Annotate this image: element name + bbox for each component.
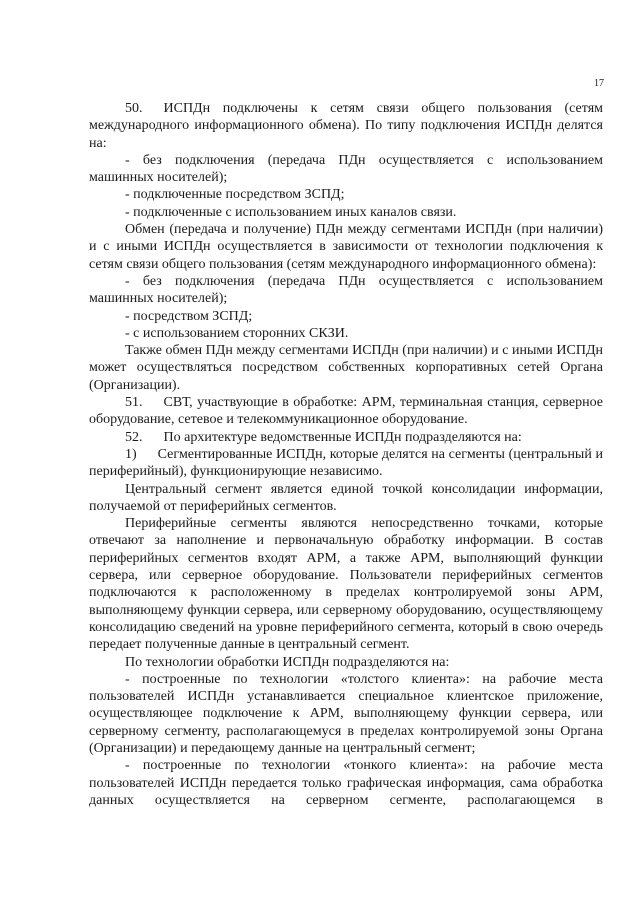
list-item: - без подключения (передача ПДн осуществляется с использованием машинных носителей);	[89, 152, 603, 186]
list-item: - подключенные с использованием иных каналов связи.	[125, 204, 457, 220]
page-number: 17	[594, 78, 604, 89]
paragraph-processing-technology: По технологии обработки ИСПДн подразделяются на:	[125, 654, 450, 670]
list-item-thin-client: - построенные по технологии «тонкого клиента»: на рабочие места пользователей ИСПДн передается только графическая информация, сама обработка данных осуществляется на серверном сегменте, располагающемся в	[89, 758, 603, 808]
paragraph-corporate-networks: Также обмен ПДн между сегментами ИСПДн (при наличии) и с иными ИСПДн может осуществляться посредством собственных корпоративных сетей Органа (Организации).	[89, 343, 603, 393]
paragraph-52: 52. По архитектуре ведомственные ИСПДн подразделяются на:	[125, 429, 522, 445]
list-item: - с использованием сторонних СКЗИ.	[125, 325, 349, 341]
list-item-thick-client: - построенные по технологии «толстого клиента»: на рабочие места пользователей ИСПДн устанавливается специальное клиентское приложение, осуществляющее подключение к АРМ, выполняющему функции сервера, или серверному сегменту, располагающемуся в пределах контролируемой зоны Органа (Организации) и передающему данные на центральный сегмент;	[89, 671, 603, 756]
list-item: - подключенные посредством ЗСПД;	[125, 187, 345, 203]
list-item-segmented: 1) Сегментированные ИСПДн, которые делятся на сегменты (центральный и периферийный), функционирующие независимо.	[89, 446, 603, 480]
document-body	[89, 100, 603, 809]
paragraph-50: 50. ИСПДн подключены к сетям связи общего пользования (сетям международного информационного обмена). По типу подключения ИСПДн делятся на:	[89, 101, 603, 151]
paragraph-peripheral-segments: Периферийные сегменты являются непосредственно точками, которые отвечают за наполнение и первоначальную обработку информации. В состав периферийных сегментов входят АРМ, а также АРМ, выполняющий функции сервера, или серверное оборудование. Пользователи периферийных сегментов подключаются к расположенному в пределах контролируемой зоны АРМ, выполняющему функции сервера, или серверному оборудованию, осуществляющему консолидацию сведений на уровне периферийного сегмента, который в свою очередь передает полученные данные в центральный сегмент.	[89, 516, 603, 653]
list-item: - без подключения (передача ПДн осуществляется с использованием машинных носителей);	[89, 273, 603, 307]
paragraph-exchange: Обмен (передача и получение) ПДн между сегментами ИСПДн (при наличии) и с иными ИСПДн осуществляется в зависимости от технологии подключения к сетям связи общего пользования (сетям международного информационного обмена):	[89, 222, 603, 272]
list-item: - посредством ЗСПД;	[125, 308, 253, 324]
paragraph-central-segment: Центральный сегмент является единой точкой консолидации информации, получаемой от периферийных сегментов.	[89, 481, 603, 514]
paragraph-51: 51. СВТ, участвующие в обработке: АРМ, терминальная станция, серверное оборудование, сетевое и телекоммуникационное оборудование.	[89, 395, 603, 428]
